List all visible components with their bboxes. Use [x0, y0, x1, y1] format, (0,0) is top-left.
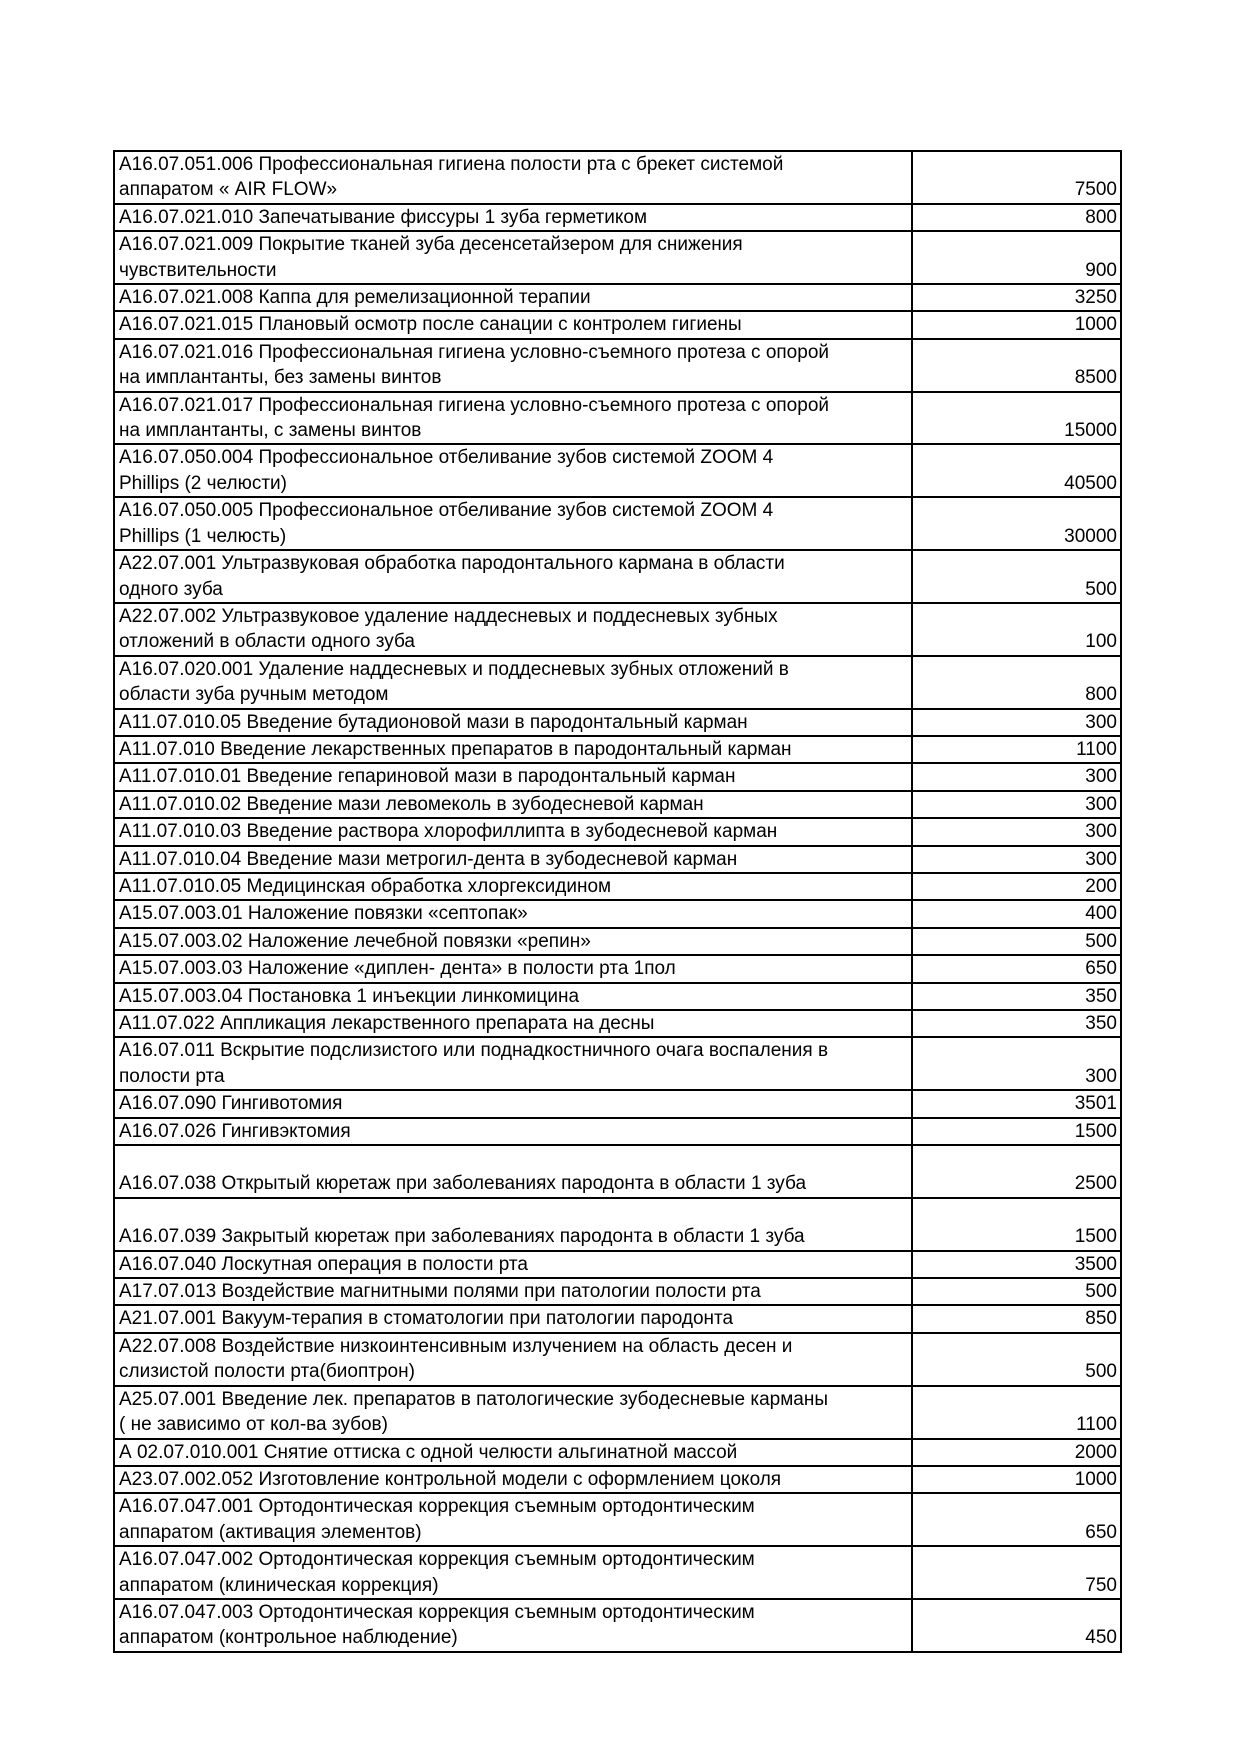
table-row: [114, 603, 1121, 656]
service-name-cell: А16.07.021.017 Профессиональная гигиена условно-съемного протеза с опорой на имплантанты, с замены винтов: [114, 392, 912, 445]
service-name-cell: А16.07.047.002 Ортодонтическая коррекция съемным ортодонтическим аппаратом (клиническая коррекция): [114, 1546, 912, 1599]
service-name-cell: А16.07.051.006 Профессиональная гигиена полости рта с брекет системой аппаратом « AIR FLOW»: [114, 151, 912, 204]
table-row: [114, 873, 1121, 900]
service-price-cell: 650: [912, 1493, 1121, 1546]
table-row: [114, 1493, 1121, 1546]
service-price-cell: 8500: [912, 339, 1121, 392]
service-name-cell: А11.07.010.04 Введение мази метрогил-дента в зубодесневой карман: [114, 846, 912, 873]
service-price-cell: 800: [912, 204, 1121, 231]
table-row: [114, 1305, 1121, 1332]
table-row: [114, 1466, 1121, 1493]
table-row: [114, 818, 1121, 845]
table-row: [114, 1090, 1121, 1117]
price-table-body: [114, 151, 1121, 1652]
service-price-cell: 500: [912, 550, 1121, 603]
table-row: [114, 656, 1121, 709]
service-price-cell: 750: [912, 1546, 1121, 1599]
service-name-cell: А16.07.047.003 Ортодонтическая коррекция съемным ортодонтическим аппаратом (контрольное наблюдение): [114, 1599, 912, 1652]
service-name-cell: А16.07.047.001 Ортодонтическая коррекция съемным ортодонтическим аппаратом (активация элементов): [114, 1493, 912, 1546]
service-name-cell: А16.07.021.016 Профессиональная гигиена условно-съемного протеза с опорой на имплантанты, без замены винтов: [114, 339, 912, 392]
service-name-cell: А11.07.010.05 Медицинская обработка хлоргексидином: [114, 873, 912, 900]
service-price-cell: 1000: [912, 311, 1121, 338]
service-price-cell: 2000: [912, 1439, 1121, 1466]
service-name-cell: А11.07.010.02 Введение мази левомеколь в зубодесневой карман: [114, 791, 912, 818]
service-name-cell: А16.07.011 Вскрытие подслизистого или поднадкостничного очага воспаления в полости рта: [114, 1037, 912, 1090]
table-row: [114, 1278, 1121, 1305]
table-row: [114, 311, 1121, 338]
service-price-cell: 1500: [912, 1118, 1121, 1145]
table-row: [114, 1439, 1121, 1466]
table-row: [114, 763, 1121, 790]
table-row: [114, 284, 1121, 311]
table-row: [114, 231, 1121, 284]
service-price-cell: 40500: [912, 444, 1121, 497]
service-name-cell: А16.07.020.001 Удаление наддесневых и поддесневых зубных отложений в области зуба ручным методом: [114, 656, 912, 709]
service-price-cell: 400: [912, 900, 1121, 927]
service-name-cell: А17.07.013 Воздействие магнитными полями при патологии полости рта: [114, 1278, 912, 1305]
service-name-cell: А22.07.002 Ультразвуковое удаление наддесневых и поддесневых зубных отложений в области одного зуба: [114, 603, 912, 656]
service-name-cell: А15.07.003.04 Постановка 1 инъекции линкомицина: [114, 983, 912, 1010]
service-price-cell: 650: [912, 955, 1121, 982]
service-price-cell: 500: [912, 1333, 1121, 1386]
service-name-cell: А11.07.010.05 Введение бутадионовой мази в пародонтальный карман: [114, 709, 912, 736]
table-row: [114, 1145, 1121, 1198]
table-row: [114, 736, 1121, 763]
table-row: [114, 900, 1121, 927]
table-row: [114, 709, 1121, 736]
service-name-cell: А16.07.021.009 Покрытие тканей зуба десенсетайзером для снижения чувствительности: [114, 231, 912, 284]
service-price-cell: 850: [912, 1305, 1121, 1332]
table-row: [114, 550, 1121, 603]
service-price-cell: 7500: [912, 151, 1121, 204]
table-row: [114, 928, 1121, 955]
service-price-cell: 300: [912, 846, 1121, 873]
service-name-cell: А16.07.021.015 Плановый осмотр после санации с контролем гигиены: [114, 311, 912, 338]
service-price-cell: 100: [912, 603, 1121, 656]
service-name-cell: А16.07.090 Гингивотомия: [114, 1090, 912, 1117]
service-price-cell: 900: [912, 231, 1121, 284]
service-name-cell: А25.07.001 Введение лек. препаратов в патологические зубодесневые карманы ( не зависимо от кол-ва зубов): [114, 1386, 912, 1439]
service-name-cell: А15.07.003.03 Наложение «диплен- дента» в полости рта 1пол: [114, 955, 912, 982]
table-row: [114, 1546, 1121, 1599]
table-row: [114, 444, 1121, 497]
service-price-cell: 350: [912, 983, 1121, 1010]
table-row: [114, 791, 1121, 818]
service-name-cell: А16.07.050.004 Профессиональное отбеливание зубов системой ZOOM 4 Phillips (2 челюсти): [114, 444, 912, 497]
table-row: [114, 1599, 1121, 1652]
table-row: [114, 955, 1121, 982]
table-row: [114, 204, 1121, 231]
service-name-cell: А22.07.008 Воздействие низкоинтенсивным излучением на область десен и слизистой полости рта(биоптрон): [114, 1333, 912, 1386]
table-row: [114, 392, 1121, 445]
table-row: [114, 1251, 1121, 1278]
table-row: [114, 339, 1121, 392]
table-row: [114, 1118, 1121, 1145]
service-price-cell: 800: [912, 656, 1121, 709]
service-price-cell: 1100: [912, 736, 1121, 763]
service-price-cell: 300: [912, 818, 1121, 845]
service-name-cell: А16.07.040 Лоскутная операция в полости рта: [114, 1251, 912, 1278]
service-name-cell: А16.07.050.005 Профессиональное отбеливание зубов системой ZOOM 4 Phillips (1 челюсть): [114, 497, 912, 550]
table-row: [114, 846, 1121, 873]
table-row: [114, 983, 1121, 1010]
service-price-cell: 1100: [912, 1386, 1121, 1439]
service-price-cell: 300: [912, 791, 1121, 818]
service-name-cell: А16.07.021.008 Каппа для ремелизационной терапии: [114, 284, 912, 311]
service-name-cell: А16.07.026 Гингивэктомия: [114, 1118, 912, 1145]
table-row: [114, 497, 1121, 550]
table-row: [114, 1037, 1121, 1090]
service-name-cell: А16.07.038 Открытый кюретаж при заболеваниях пародонта в области 1 зуба: [114, 1145, 912, 1198]
price-table: [113, 150, 1122, 1653]
service-price-cell: 300: [912, 763, 1121, 790]
table-row: [114, 1010, 1121, 1037]
service-name-cell: А21.07.001 Вакуум-терапия в стоматологии при патологии пародонта: [114, 1305, 912, 1332]
table-row: [114, 1333, 1121, 1386]
service-price-cell: 15000: [912, 392, 1121, 445]
service-name-cell: А11.07.010.03 Введение раствора хлорофиллипта в зубодесневой карман: [114, 818, 912, 845]
service-name-cell: А 02.07.010.001 Снятие оттиска с одной челюсти альгинатной массой: [114, 1439, 912, 1466]
service-price-cell: 500: [912, 928, 1121, 955]
service-name-cell: А11.07.010 Введение лекарственных препаратов в пародонтальный карман: [114, 736, 912, 763]
table-row: [114, 1386, 1121, 1439]
service-price-cell: 3501: [912, 1090, 1121, 1117]
service-name-cell: А15.07.003.01 Наложение повязки «септопак»: [114, 900, 912, 927]
service-price-cell: 2500: [912, 1145, 1121, 1198]
service-price-cell: 350: [912, 1010, 1121, 1037]
service-price-cell: 1500: [912, 1198, 1121, 1251]
service-name-cell: А16.07.021.010 Запечатывание фиссуры 1 зуба герметиком: [114, 204, 912, 231]
service-price-cell: 450: [912, 1599, 1121, 1652]
service-name-cell: А11.07.022 Аппликация лекарственного препарата на десны: [114, 1010, 912, 1037]
service-price-cell: 3250: [912, 284, 1121, 311]
service-price-cell: 30000: [912, 497, 1121, 550]
table-row: [114, 1198, 1121, 1251]
service-price-cell: 300: [912, 1037, 1121, 1090]
service-price-cell: 3500: [912, 1251, 1121, 1278]
service-name-cell: А16.07.039 Закрытый кюретаж при заболеваниях пародонта в области 1 зуба: [114, 1198, 912, 1251]
service-price-cell: 200: [912, 873, 1121, 900]
service-price-cell: 300: [912, 709, 1121, 736]
table-row: [114, 151, 1121, 204]
service-price-cell: 1000: [912, 1466, 1121, 1493]
service-name-cell: А23.07.002.052 Изготовление контрольной модели с оформлением цоколя: [114, 1466, 912, 1493]
service-name-cell: А15.07.003.02 Наложение лечебной повязки «репин»: [114, 928, 912, 955]
service-name-cell: А11.07.010.01 Введение гепариновой мази в пародонтальный карман: [114, 763, 912, 790]
service-price-cell: 500: [912, 1278, 1121, 1305]
service-name-cell: А22.07.001 Ультразвуковая обработка пародонтального кармана в области одного зуба: [114, 550, 912, 603]
